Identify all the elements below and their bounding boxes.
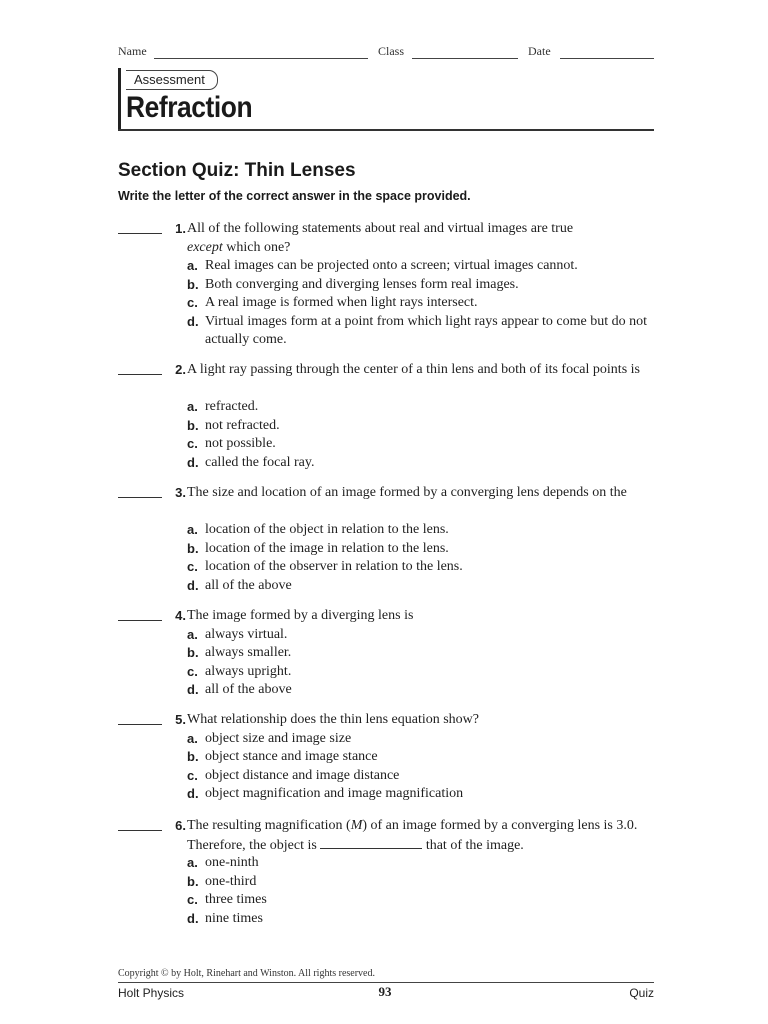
option-c: c. not possible.: [187, 436, 276, 451]
option-c: c. location of the observer in relation to the lens.: [187, 559, 463, 574]
fill-in-blank: [320, 836, 422, 849]
option-d: d. called the focal ray.: [187, 454, 315, 470]
page-title: Refraction: [126, 91, 253, 124]
answer-blank[interactable]: [118, 830, 162, 831]
answer-options: [187, 257, 657, 350]
option-b: b. location of the image in relation to the lens.: [187, 540, 449, 556]
answer-blank[interactable]: [118, 724, 162, 725]
title-block: [118, 68, 654, 130]
option-d: d. nine times: [187, 910, 263, 926]
section-title: Section Quiz: Thin Lenses: [118, 160, 356, 181]
option-a: a. object size and image size: [187, 730, 352, 746]
option-d: d. object magnification and image magnification: [187, 786, 464, 801]
date-label: Date: [528, 44, 551, 58]
emphasis-text: M: [350, 818, 363, 833]
option-a: a. refracted.: [187, 399, 259, 414]
option-a: a. always virtual.: [187, 626, 288, 642]
footer-divider: [118, 982, 654, 983]
question-stem: The size and location of an image formed by a converging lens depends on the: [187, 485, 627, 500]
copyright-notice: Copyright © by Holt, Rinehart and Winston. All rights reserved.: [118, 968, 375, 979]
option-b: b. one-third: [187, 873, 257, 889]
name-label: Name: [118, 44, 147, 58]
option-b: b. always smaller.: [187, 645, 292, 660]
answer-options: [187, 626, 657, 700]
option-b: b. Both converging and diverging lenses form real images.: [187, 276, 519, 292]
assessment-tag: Assessment: [126, 70, 218, 90]
answer-blank[interactable]: [118, 233, 162, 234]
option-a: a. one-ninth: [187, 855, 259, 870]
question-stem: The image formed by a diverging lens is: [187, 608, 414, 623]
question-number: 6.: [175, 818, 186, 833]
option-d: d. all of the above: [187, 577, 292, 593]
title-accent-bar: [118, 68, 121, 130]
student-info-header: [118, 44, 654, 62]
option-b: b. not refracted.: [187, 417, 280, 433]
footer-label: Quiz: [629, 986, 654, 1000]
option-c: c. always upright.: [187, 663, 292, 679]
class-label: Class: [378, 44, 405, 58]
answer-blank[interactable]: [118, 374, 162, 375]
answer-options: [187, 521, 657, 595]
question-number: 3.: [175, 485, 186, 500]
option-c: c. three times: [187, 892, 267, 907]
question-number: 2.: [175, 362, 186, 377]
question-stem: What relationship does the thin lens equation show?: [187, 712, 479, 727]
class-field[interactable]: [412, 58, 518, 59]
answer-options: [187, 730, 657, 804]
question-number: 1.: [175, 221, 186, 236]
footer-book-title: Holt Physics: [118, 986, 185, 1000]
answer-blank[interactable]: [118, 620, 162, 621]
title-divider: [118, 129, 654, 131]
answer-blank[interactable]: [118, 497, 162, 498]
question-stem: The resulting magnification (M) of an image formed by a converging lens is 3.0. Therefore, the object is that of the image.: [187, 818, 638, 853]
name-field[interactable]: [154, 58, 368, 59]
option-a: a. location of the object in relation to the lens.: [187, 522, 449, 537]
answer-options: [187, 854, 657, 928]
option-d: d. Virtual images form at a point from which light rays appear to come but do not actually come.: [187, 313, 647, 347]
option-b: b. object stance and image stance: [187, 749, 378, 764]
option-a: a. Real images can be projected onto a screen; virtual images cannot.: [187, 258, 578, 273]
page-number: 93: [378, 984, 392, 999]
question-stem: A light ray passing through the center of a thin lens and both of its focal points is: [187, 362, 640, 377]
instructions: Write the letter of the correct answer in the space provided.: [118, 189, 471, 203]
question-number: 5.: [175, 712, 186, 727]
option-c: c. object distance and image distance: [187, 767, 400, 783]
answer-options: [187, 398, 657, 472]
option-d: d. all of the above: [187, 682, 292, 697]
emphasis-text: except: [187, 239, 223, 255]
date-field[interactable]: [560, 58, 654, 59]
question-stem: All of the following statements about real and virtual images are true except which one?: [187, 221, 574, 255]
option-c: c. A real image is formed when light rays intersect.: [187, 295, 478, 310]
question-number: 4.: [175, 608, 186, 623]
